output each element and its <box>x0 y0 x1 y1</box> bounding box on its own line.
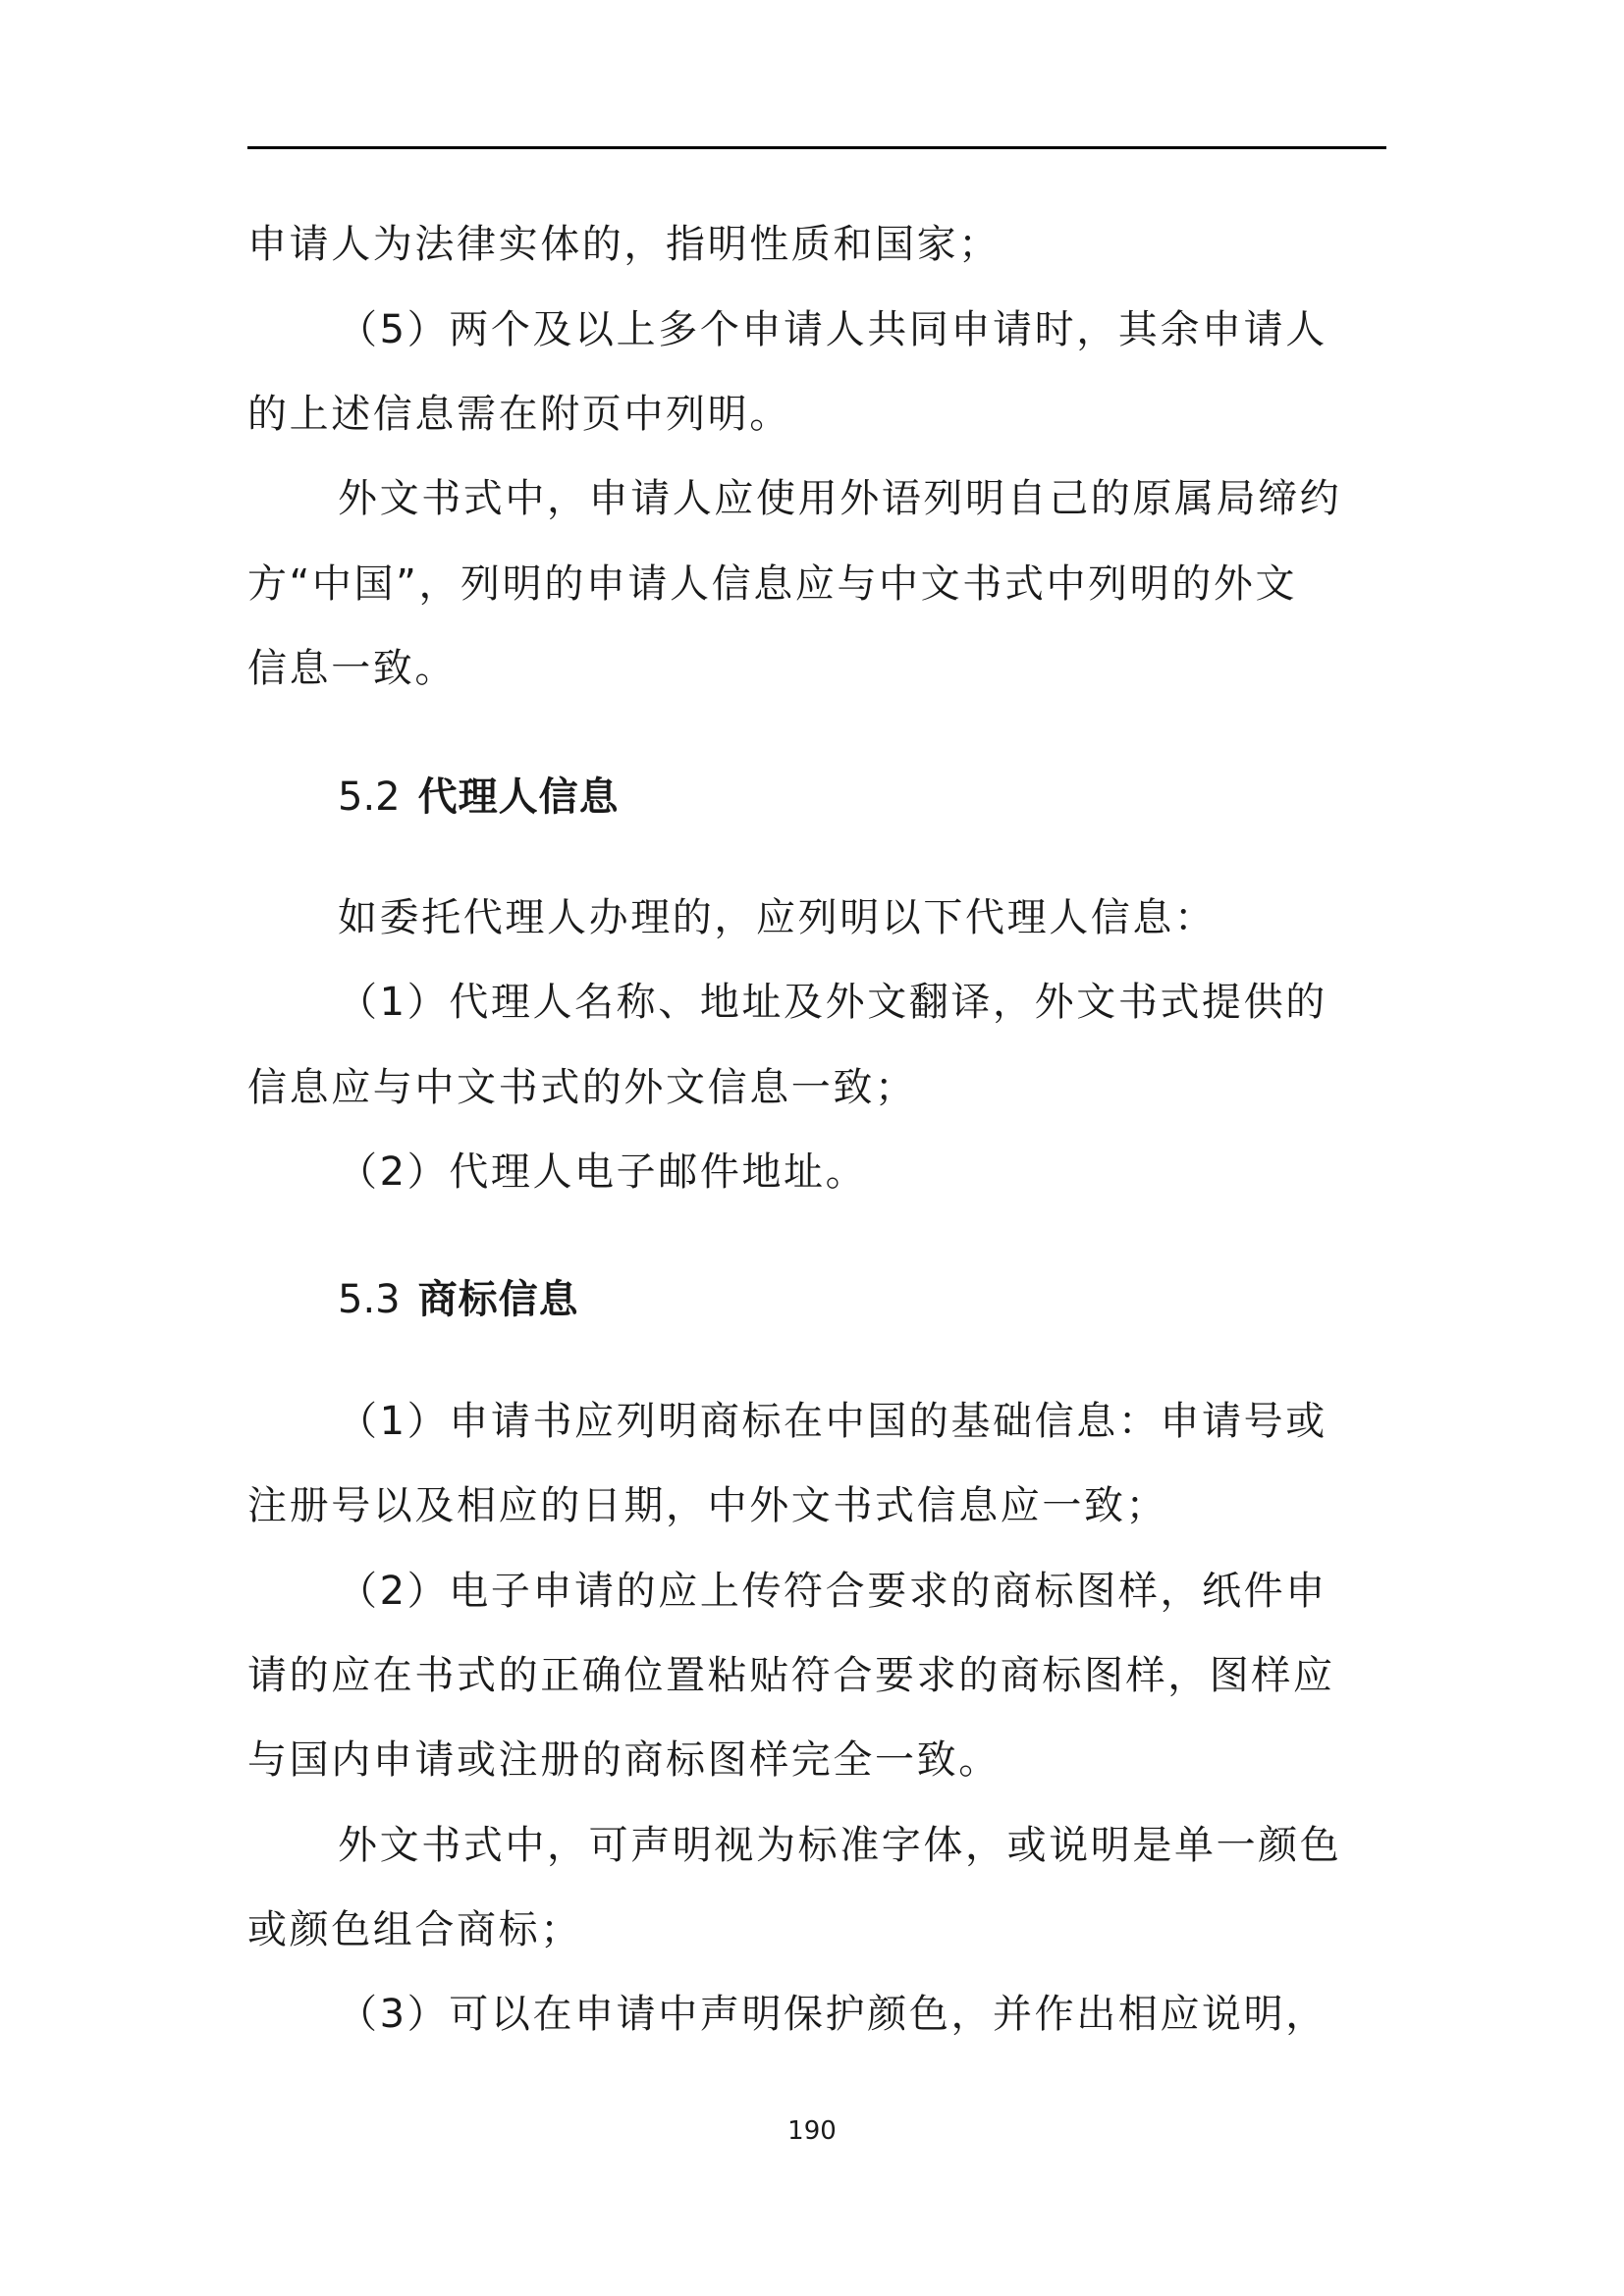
paragraph-line: 申请人为法律实体的，指明性质和国家； <box>247 222 1001 267</box>
section-number: 5.3 <box>338 1277 401 1322</box>
paragraph-line: 注册号以及相应的日期，中外文书式信息应一致； <box>247 1483 1168 1528</box>
page-number: 190 <box>787 2116 837 2146</box>
paragraph-line: 方“中国”，列明的申请人信息应与中文书式中列明的外文 <box>247 561 1298 607</box>
section-number: 5.2 <box>338 774 401 820</box>
paragraph-line: 信息一致。 <box>247 646 457 691</box>
paragraph-line: 请的应在书式的正确位置粘贴符合要求的商标图样，图样应 <box>247 1653 1335 1698</box>
section-title: 代理人信息 <box>417 774 620 820</box>
paragraph-line: （3）可以在申请中声明保护颜色，并作出相应说明， <box>338 1992 1327 2037</box>
paragraph-line: （5）两个及以上多个申请人共同申请时，其余申请人 <box>338 307 1327 352</box>
paragraph-line: 外文书式中，申请人应使用外语列明自己的原属局缔约 <box>338 476 1342 521</box>
paragraph-line: 如委托代理人办理的，应列明以下代理人信息： <box>338 895 1217 940</box>
section-heading-5-3 <box>338 1273 579 1326</box>
section-heading-5-2 <box>338 771 620 824</box>
paragraph-line: （1）代理人名称、地址及外文翻译，外文书式提供的 <box>338 980 1327 1025</box>
paragraph-line: （2）代理人电子邮件地址。 <box>338 1149 868 1195</box>
paragraph-line: 或颜色组合商标； <box>247 1907 582 1952</box>
paragraph-line: 外文书式中，可声明视为标准字体，或说明是单一颜色 <box>338 1823 1342 1868</box>
paragraph-line: 与国内申请或注册的商标图样完全一致。 <box>247 1737 1001 1783</box>
paragraph-line: 的上述信息需在附页中列明。 <box>247 392 791 437</box>
paragraph-line: 信息应与中文书式的外文信息一致； <box>247 1065 917 1110</box>
paragraph-line: （2）电子申请的应上传符合要求的商标图样，纸件申 <box>338 1569 1327 1614</box>
header-rule <box>247 146 1386 149</box>
section-title: 商标信息 <box>417 1277 579 1322</box>
paragraph-line: （1）申请书应列明商标在中国的基础信息：申请号或 <box>338 1399 1327 1444</box>
